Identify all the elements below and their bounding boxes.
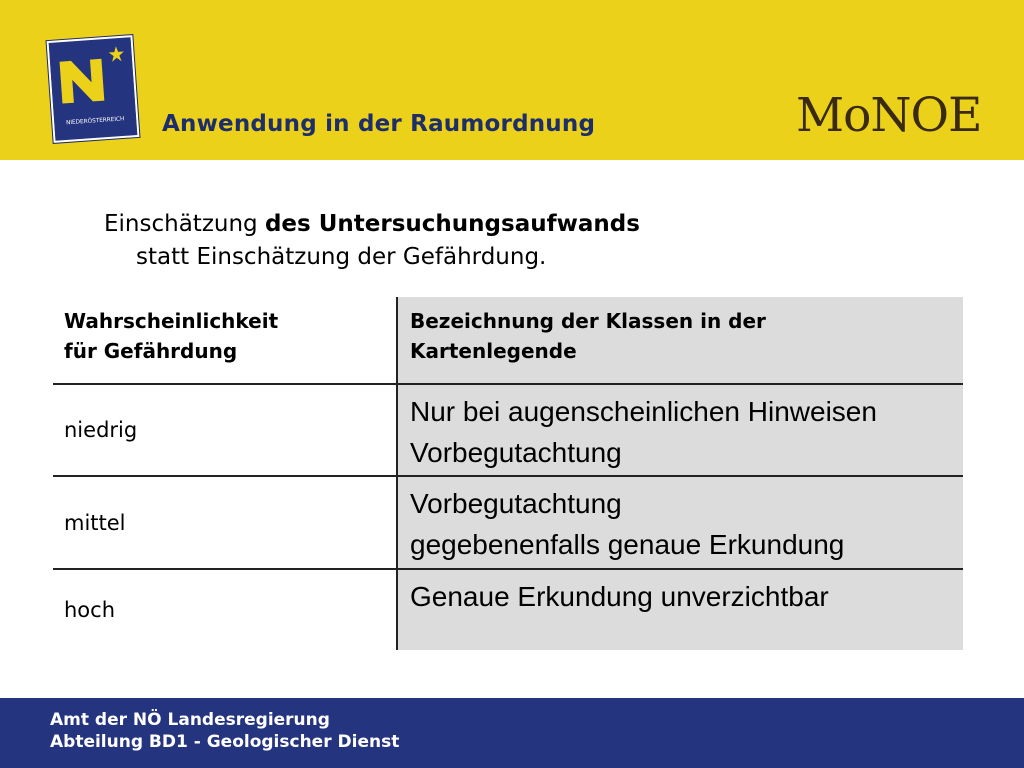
table-header-row [53, 297, 963, 385]
intro-text [104, 208, 640, 274]
intro-part2: des Untersuchungsaufwands [264, 211, 640, 237]
footer-line1: Amt der NÖ Landesregierung [50, 710, 330, 730]
header-probability [53, 297, 398, 383]
table-row [53, 570, 963, 650]
class-line1: Vorbegutachtung [410, 488, 622, 519]
class-cell [398, 477, 963, 568]
level-cell: mittel [53, 477, 398, 568]
class-line2: Vorbegutachtung [410, 437, 622, 468]
classification-table [53, 297, 963, 650]
logo-text: NIEDERÖSTERREICH [65, 116, 125, 127]
brand-logo: MoNOE [796, 88, 982, 143]
noe-logo-icon [49, 37, 138, 140]
table-row [53, 477, 963, 570]
class-cell [398, 570, 963, 650]
class-line1: Nur bei augenscheinlichen Hinweisen [410, 396, 877, 427]
class-line1: Genaue Erkundung unverzichtbar [410, 581, 829, 612]
class-line2: gegebenenfalls genaue Erkundung [410, 529, 845, 560]
table-row [53, 385, 963, 477]
page-title: Anwendung in der Raumordnung [162, 111, 596, 137]
level-cell: hoch [53, 570, 398, 650]
noe-logo [47, 35, 140, 143]
header-probability-line2: für Gefährdung [64, 339, 238, 363]
footer-line2: Abteilung BD1 - Geologischer Dienst [50, 732, 400, 752]
footer-bar [0, 698, 1024, 768]
class-cell [398, 385, 963, 475]
level-cell: niedrig [53, 385, 398, 475]
header-class-line1: Bezeichnung der Klassen in der [410, 309, 766, 333]
intro-part1: Einschätzung [104, 211, 265, 237]
header-bar [0, 0, 1024, 160]
intro-line2: statt Einschätzung der Gefährdung. [136, 244, 547, 270]
header-class-name [398, 297, 963, 383]
header-probability-line1: Wahrscheinlichkeit [64, 309, 279, 333]
header-class-line2: Kartenlegende [410, 339, 577, 363]
